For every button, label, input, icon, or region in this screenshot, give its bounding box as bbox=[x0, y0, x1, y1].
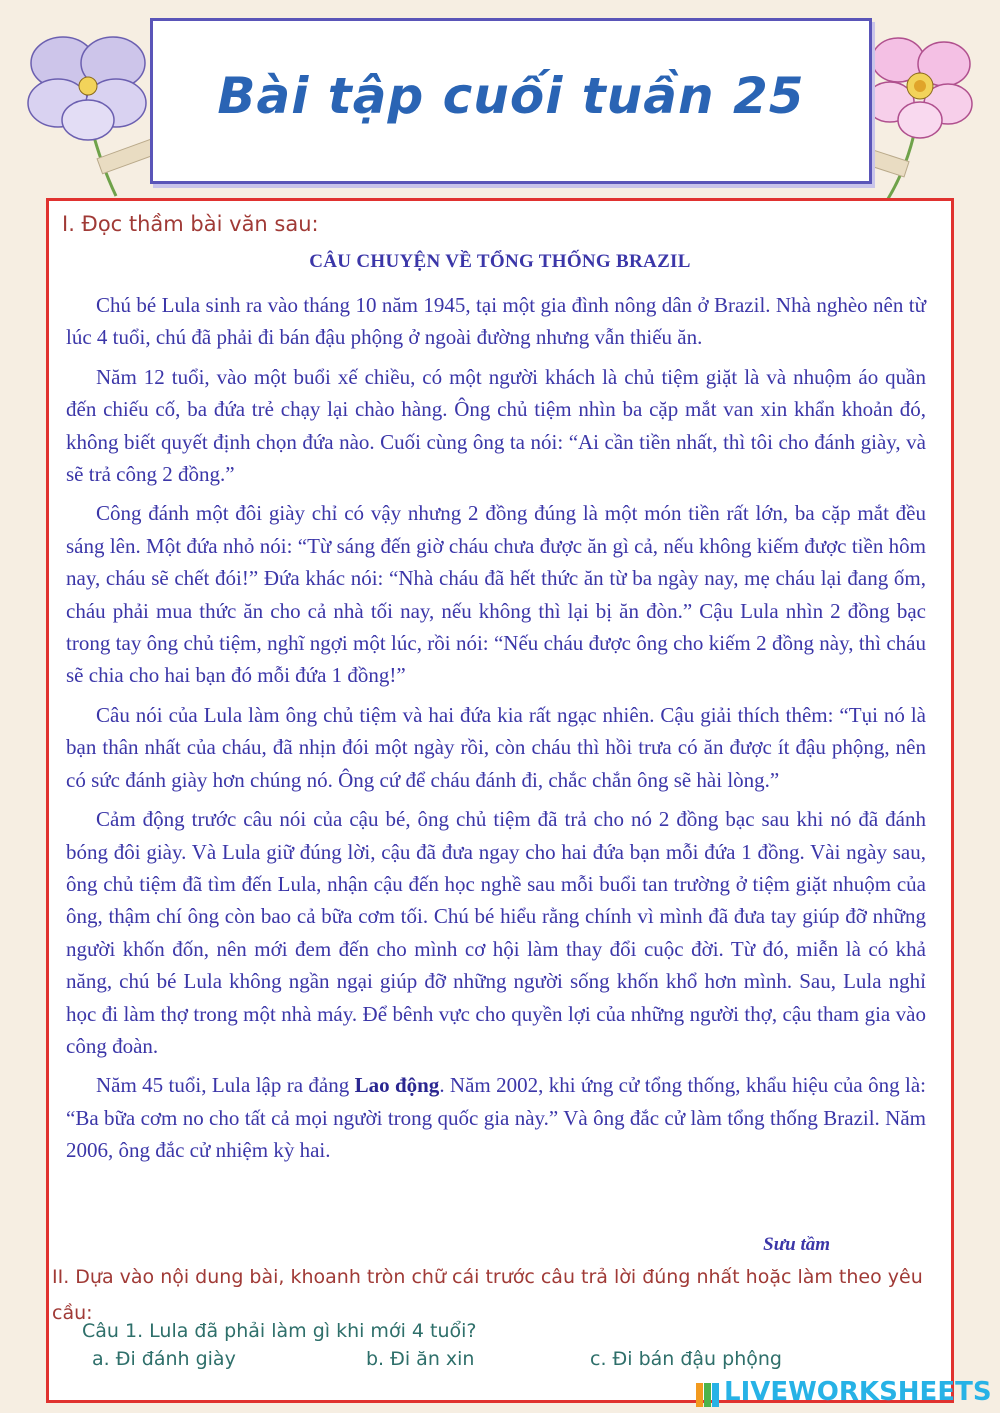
story-paragraph-last bbox=[66, 1069, 926, 1166]
story-paragraph: Công đánh một đôi giày chỉ có vậy nhưng 2 đồng đúng là một món tiền rất lớn, ba cặp mắt đều sáng lên. Một đứa nhỏ nói: “Từ sáng đến giờ cháu chưa được ăn gì cả, nếu không kiếm được tiền hôm nay, cháu sẽ chết đói!” Đứa khác nói: “Nhà cháu đã hết thức ăn từ ba ngày nay, mẹ cháu lại đang ốm, cháu phải mua thức ăn cho cả nhà tối nay, nếu không thì lại bị ăn đòn.” Cậu Lula nhìn 2 đồng bạc trong tay ông chủ tiệm, nghĩ ngợi một lúc, rồi nói: “Nếu cháu được ông cho kiếm 2 đồng này, thì cháu sẽ chia cho hai bạn đó mỗi đứa 1 đồng!” bbox=[66, 501, 926, 688]
story-paragraph: Câu nói của Lula làm ông chủ tiệm và hai đứa kia rất ngạc nhiên. Cậu giải thích thêm: “Tụi nó là bạn thân nhất của cháu, đã nhịn đói một ngày rồi, còn cháu thì hồi trưa có ăn được ít đậu phộng, nên có sức đánh giày hơn chúng nó. Ông cứ để cháu đánh đi, chắc chắn ông sẽ hài lòng.” bbox=[66, 702, 926, 792]
story-paragraph: Cảm động trước câu nói của cậu bé, ông chủ tiệm đã trả cho nó 2 đồng bạc sau khi nó đã đánh bóng đôi giày. Và Lula giữ đúng lời, cậu đã đưa ngay cho hai đứa bạn mỗi đứa 1 đồng. Vài ngày sau, ông chủ tiệm đã tìm đến Lula, nhận cậu đến học nghề sau mỗi buổi tan trường ở tiệm giặt nhuộm của ông, thậm chí ông còn bao cả bữa cơm tối. Chú bé hiểu rằng chính vì mình đã đưa tay giúp đỡ những người khốn đốn, nên mới đem đến cho mình cơ hội làm thay đổi cuộc đời. Từ đó, miễn là có khả năng, chú bé Lula không ngần ngại giúp đỡ những người sống khốn khổ hơn mình. Sau, Lula nghỉ học đi làm thợ trong một nhà máy. Để bênh vực cho quyền lợi của những người thợ, cậu tham gia vào công đoàn. bbox=[66, 807, 926, 1058]
story-paragraph: Chú bé Lula sinh ra vào tháng 10 năm 1945, tại một gia đình nông dân ở Brazil. Nhà nghèo nên từ lúc 4 tuổi, chú đã phải đi bán đậu phộng ở ngoài đường nhưng vẫn thiếu ăn. bbox=[66, 293, 926, 350]
text-run: Năm 45 tuổi, Lula lập ra đảng bbox=[96, 1073, 355, 1098]
section-1-heading: I. Đọc thầm bài văn sau: bbox=[62, 212, 319, 236]
page-title: Bài tập cuối tuần 25 bbox=[217, 67, 805, 125]
answer-option-b[interactable]: b. Đi ăn xin bbox=[366, 1348, 475, 1370]
liveworksheets-logo-icon bbox=[696, 1383, 720, 1407]
liveworksheets-brand: LIVEWORKSHEETS bbox=[724, 1377, 992, 1407]
purple-flower-icon bbox=[18, 18, 158, 198]
question-1: Câu 1. Lula đã phải làm gì khi mới 4 tuổi? bbox=[82, 1320, 477, 1342]
answer-option-c[interactable]: c. Đi bán đậu phộng bbox=[590, 1348, 782, 1370]
text-run: . Năm 2002, khi ứng cử tổng thống, khẩu hiệu của ông là: “Ba bữa cơm no cho tất cả mọi người trong quốc gia này.” Và ông đắc cử làm tổng thống Brazil. Năm 2006, ông đắc cử nhiệm kỳ hai. bbox=[66, 1073, 926, 1163]
story-title: CÂU CHUYỆN VỀ TỔNG THỐNG BRAZIL bbox=[309, 251, 691, 272]
source-credit: Sưu tầm bbox=[763, 1234, 830, 1255]
liveworksheets-logo bbox=[696, 1377, 996, 1411]
title-banner bbox=[150, 18, 872, 184]
question-1-options bbox=[0, 1348, 1000, 1378]
party-name: Lao động bbox=[354, 1073, 440, 1098]
story-paragraph: Năm 12 tuổi, vào một buổi xế chiều, có một người khách là chủ tiệm giặt là và nhuộm áo quần đến chiếu cố, ba đứa trẻ chạy lại chào hàng. Ông chủ tiệm nhìn ba cặp mắt van xin khẩn khoản đó, không biết quyết định chọn đứa nào. Cuối cùng ông ta nói: “Ai cần tiền nhất, thì tôi cho đánh giày, và sẽ trả công 2 đồng.” bbox=[66, 364, 926, 487]
story-text bbox=[66, 289, 926, 1174]
answer-option-a[interactable]: a. Đi đánh giày bbox=[92, 1348, 236, 1370]
section-2-heading: II. Dựa vào nội dung bài, khoanh tròn chữ cái trước câu trả lời đúng nhất hoặc làm theo yêu cầu: bbox=[52, 1266, 923, 1324]
